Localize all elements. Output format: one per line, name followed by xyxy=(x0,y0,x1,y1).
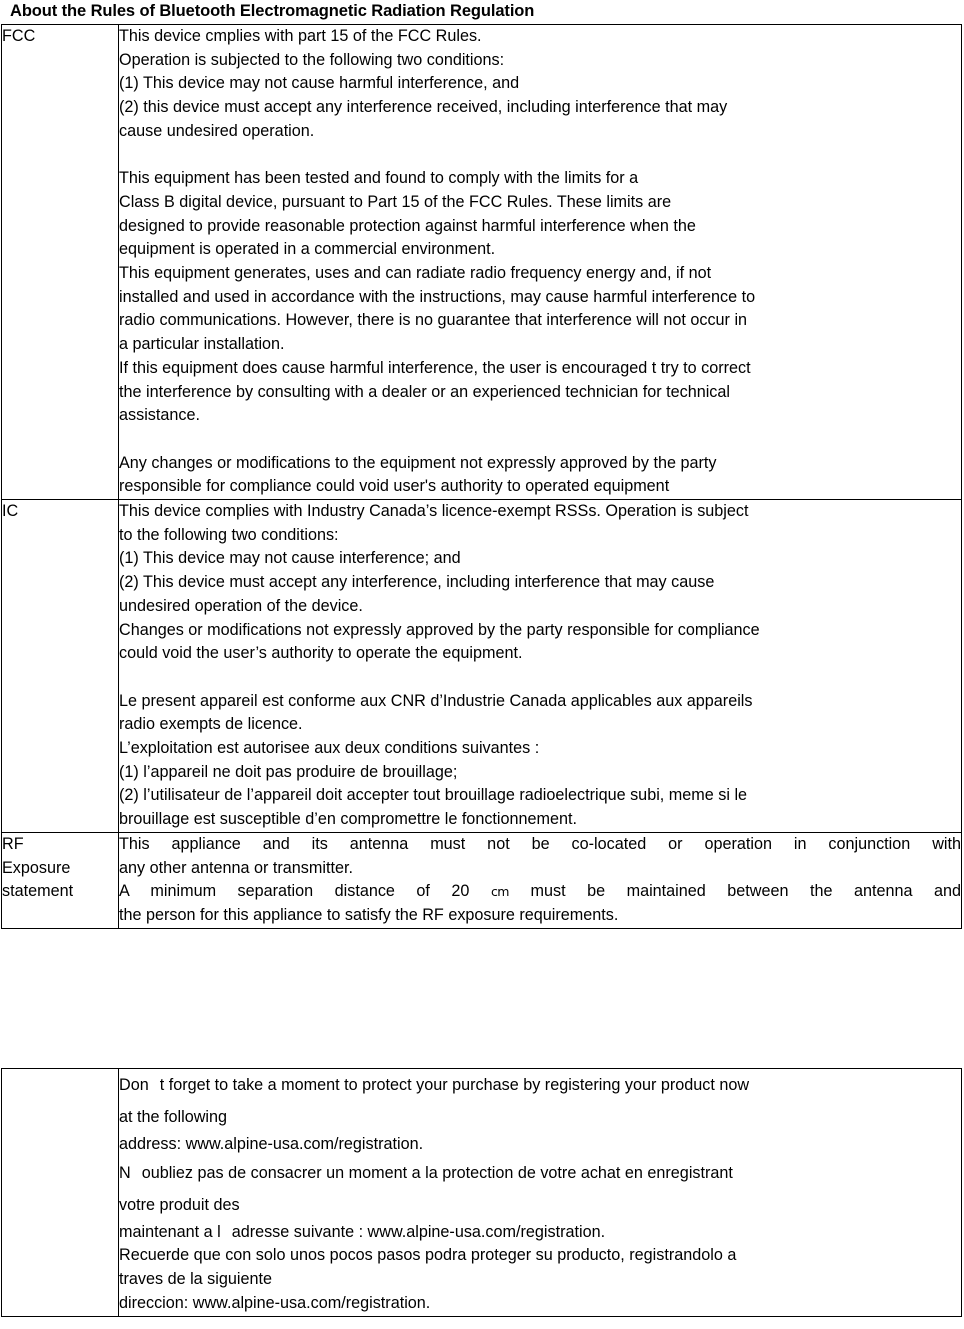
text-line: Any changes or modifications to the equipment not expressly approved by the party xyxy=(119,453,717,472)
text-fragment: N xyxy=(119,1163,131,1182)
text-line: (1) This device may not cause harmful interference, and xyxy=(119,74,520,93)
text-line: radio communications. However, there is no guarantee that interference will not occur in xyxy=(119,311,748,330)
text-line: could void the user’s authority to operate the equipment. xyxy=(119,644,523,663)
text-fragment: Don xyxy=(119,1076,149,1094)
text-line: cause undesired operation. xyxy=(119,121,315,140)
text-line: (2) this device must accept any interference received, including interference that may xyxy=(119,98,728,117)
text-fragment: oubliez pas de consacrer un moment a la protection de votre achat en enregistrant xyxy=(141,1163,733,1182)
text-line-spanish-3: direccion: www.alpine-usa.com/registration. xyxy=(119,1293,431,1312)
text-line: installed and used in accordance with the instructions, may cause harmful interference to xyxy=(119,287,756,306)
text-line: This device complies with Industry Canada’s licence-exempt RSSs. Operation is subject xyxy=(119,502,749,521)
label-line: RF xyxy=(2,834,24,853)
page-title: About the Rules of Bluetooth Electromagnetic Radiation Regulation xyxy=(10,2,535,20)
registration-french xyxy=(119,1157,961,1221)
text-line: radio exempts de licence. xyxy=(119,715,303,734)
text-line-spanish-2: traves de la siguiente xyxy=(119,1270,272,1289)
table-row-fcc xyxy=(2,25,962,500)
regulation-table xyxy=(1,24,962,929)
text-fragment: maintenant a l xyxy=(119,1222,221,1241)
text-line-english-1 xyxy=(119,1076,749,1094)
rf-exposure-paragraph xyxy=(119,833,961,928)
text-line: any other antenna or transmitter. xyxy=(119,858,353,877)
text-line: This device cmplies with part 15 of the FCC Rules. xyxy=(119,27,482,45)
row-label-rf-exposure xyxy=(2,832,119,928)
text-fragment: must be maintained between the antenna and xyxy=(530,882,961,901)
text-line: undesired operation of the device. xyxy=(119,596,363,615)
text-line: Class B digital device, pursuant to Part 15 of the FCC Rules. These limits are xyxy=(119,192,672,211)
text-line-spanish-1: Recuerde que con solo unos pocos pasos podra proteger su producto, registrandolo a xyxy=(119,1246,737,1265)
row-body-rf-exposure xyxy=(119,832,962,928)
ic-paragraph xyxy=(119,500,961,832)
unit-centimeter: cm xyxy=(490,884,509,900)
row-label-ic: IC xyxy=(2,500,119,833)
text-line: equipment is operated in a commercial environment. xyxy=(119,240,496,259)
registration-table xyxy=(1,1068,962,1317)
text-line: brouillage est susceptible d’en compromettre le fonctionnement. xyxy=(119,810,578,829)
spacer-line xyxy=(119,666,961,690)
registration-empty-cell xyxy=(2,1069,119,1317)
table-row-registration xyxy=(2,1069,962,1317)
text-line: the interference by consulting with a dealer or an experienced technician for technical xyxy=(119,382,730,401)
registration-body-cell xyxy=(119,1069,962,1317)
text-line: (1) This device may not cause interference; and xyxy=(119,549,461,568)
spacer-line xyxy=(119,428,961,452)
text-line: responsible for compliance could void user's authority to operated equipment xyxy=(119,477,670,496)
table-row-ic xyxy=(2,500,962,833)
row-body-fcc xyxy=(119,25,962,500)
label-line: statement xyxy=(2,882,74,901)
text-line: Le present appareil est conforme aux CNR d’Industrie Canada applicables aux appareils xyxy=(119,691,753,710)
text-fragment: A minimum separation distance of 20 xyxy=(119,882,470,901)
text-line-english-3: address: www.alpine-usa.com/registration. xyxy=(119,1135,424,1153)
text-line: (1) l’appareil ne doit pas produire de brouillage; xyxy=(119,762,458,781)
registration-english-address xyxy=(119,1133,961,1157)
text-fragment: t forget to take a moment to protect your purchase by registering your product now xyxy=(159,1076,750,1094)
text-line: to the following two conditions: xyxy=(119,525,339,544)
fcc-paragraph xyxy=(119,25,961,499)
text-line-french-2: votre produit des xyxy=(119,1195,240,1214)
text-line: L’exploitation est autorisee aux deux conditions suivantes : xyxy=(119,739,540,758)
text-line: assistance. xyxy=(119,406,200,425)
text-line: Changes or modifications not expressly approved by the party responsible for compliance xyxy=(119,620,760,639)
text-line-with-unit xyxy=(119,880,961,904)
table-row-rf-exposure xyxy=(2,832,962,928)
text-line: This equipment has been tested and found to comply with the limits for a xyxy=(119,169,639,188)
text-line: a particular installation. xyxy=(119,335,285,354)
registration-spanish xyxy=(119,1244,961,1315)
text-line: (2) This device must accept any interference, including interference that may cause xyxy=(119,573,715,592)
text-line: This equipment generates, uses and can radiate radio frequency energy and, if not xyxy=(119,264,712,283)
registration-english xyxy=(119,1069,961,1133)
text-line-french-1 xyxy=(119,1164,733,1182)
row-body-ic xyxy=(119,500,962,833)
text-line: Operation is subjected to the following two conditions: xyxy=(119,50,505,69)
text-line: (2) l’utilisateur de l’appareil doit accepter tout brouillage radioelectrique subi, meme si le xyxy=(119,786,748,805)
text-line: If this equipment does cause harmful interference, the user is encouraged t try to correct xyxy=(119,358,751,377)
text-line: the person for this appliance to satisfy the RF exposure requirements. xyxy=(119,905,619,924)
text-line-english-2: at the following xyxy=(119,1108,227,1126)
row-label-fcc: FCC xyxy=(2,25,119,500)
registration-french-address xyxy=(119,1221,961,1245)
spacer-line xyxy=(119,144,961,168)
text-line: designed to provide reasonable protection against harmful interference when the xyxy=(119,216,696,235)
text-fragment: adresse suivante : www.alpine-usa.com/registration. xyxy=(231,1222,606,1241)
label-line: Exposure xyxy=(2,858,71,877)
text-line-french-3 xyxy=(119,1221,961,1245)
text-line: This appliance and its antenna must not be co-located or operation in conjunction with xyxy=(119,834,961,853)
